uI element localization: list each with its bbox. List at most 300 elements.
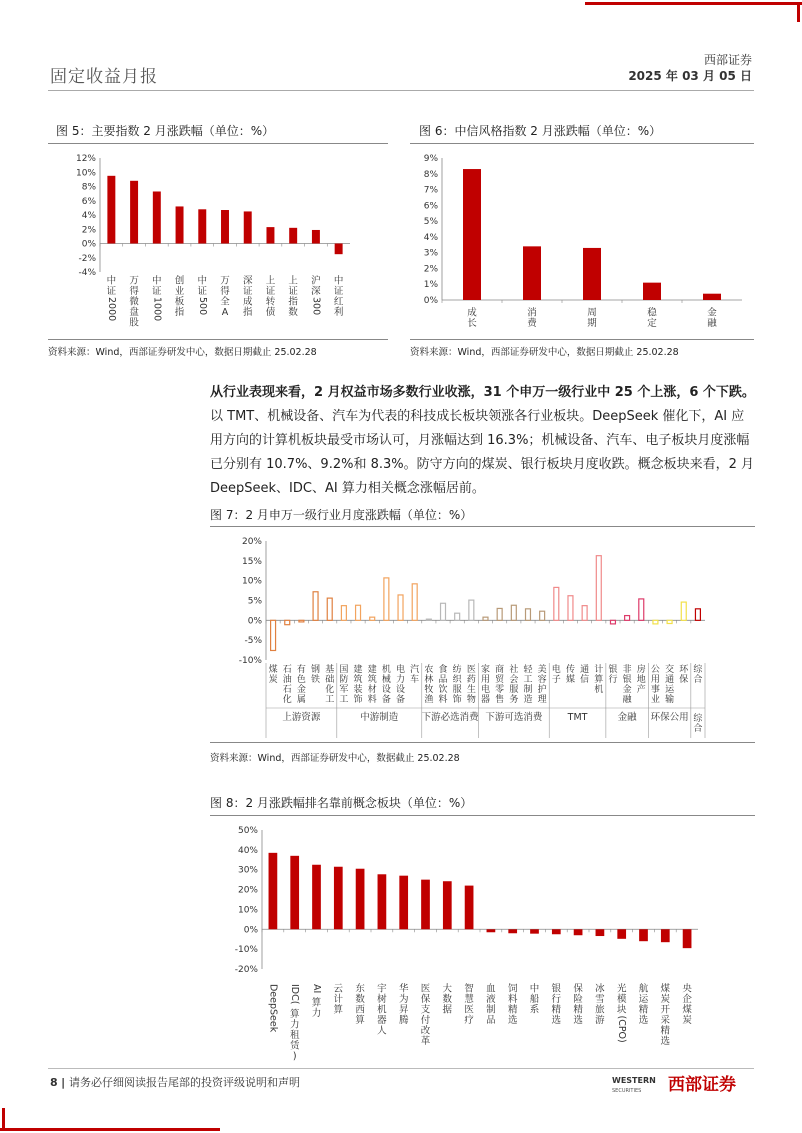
svg-text:织: 织: [452, 675, 462, 685]
svg-text:): ): [292, 1051, 297, 1063]
svg-text:运: 运: [665, 685, 675, 695]
y-tick-label: 8%: [423, 169, 438, 180]
bar-综合: [695, 609, 700, 621]
svg-text:红: 红: [333, 296, 344, 308]
x-label-上证转债: [266, 275, 276, 319]
svg-text:得: 得: [129, 286, 139, 297]
svg-text:西: 西: [355, 1004, 365, 1016]
svg-text:食: 食: [438, 665, 448, 675]
svg-text:社: 社: [509, 665, 519, 675]
svg-text:300: 300: [310, 297, 322, 316]
svg-text:周: 周: [587, 307, 597, 319]
x-label-智慧医疗: [464, 983, 474, 1027]
svg-text:金: 金: [707, 307, 717, 319]
svg-text:转: 转: [265, 296, 276, 308]
svg-text:指: 指: [174, 307, 185, 318]
svg-text:金: 金: [622, 685, 632, 695]
x-label-万得微盘股: [129, 276, 139, 329]
svg-text:林: 林: [424, 675, 434, 685]
svg-text:医: 医: [466, 665, 476, 675]
x-label-创业板指: [175, 275, 185, 319]
svg-text:传: 传: [565, 665, 575, 675]
svg-text:深: 深: [311, 286, 321, 297]
svg-text:500: 500: [196, 297, 208, 316]
svg-text:人: 人: [377, 1025, 387, 1037]
svg-text:华: 华: [398, 983, 409, 995]
footer-note: 请务必仔细阅读报告尾部的投资评级说明和声明: [69, 1076, 301, 1089]
report-date: 2025 年 03 月 05 日: [628, 69, 752, 83]
svg-text:算: 算: [333, 1004, 344, 1016]
y-tick-label: 5%: [247, 596, 262, 607]
bar-冰雪旅游: [596, 929, 605, 936]
svg-text:计: 计: [333, 994, 344, 1005]
svg-text:饲: 饲: [507, 983, 518, 995]
svg-text:容: 容: [537, 675, 547, 685]
svg-text:有: 有: [296, 665, 306, 675]
svg-text:选: 选: [638, 1015, 649, 1026]
svg-text:万: 万: [129, 275, 139, 287]
svg-text:地: 地: [636, 675, 646, 685]
svg-text:稳: 稳: [647, 307, 657, 319]
svg-text:保: 保: [573, 983, 583, 995]
x-label-大数据: [443, 983, 453, 1016]
svg-text:设: 设: [396, 685, 406, 695]
svg-text:钢: 钢: [311, 665, 321, 675]
x-label-消费: [527, 307, 537, 330]
bar-纺织服饰: [455, 613, 460, 620]
x-label-银行: [608, 663, 617, 685]
y-tick-label: 8%: [81, 182, 96, 193]
svg-text:机: 机: [594, 685, 604, 695]
fig5-source: 资料来源：Wind，西部证券研发中心，数据日期截止 25.02.28: [48, 347, 317, 358]
svg-text:DeepSeek: DeepSeek: [267, 984, 279, 1033]
y-tick-label: 6%: [423, 201, 438, 212]
svg-text:算: 算: [355, 1015, 365, 1026]
y-tick-label: 4%: [423, 232, 438, 243]
svg-text:精: 精: [638, 1004, 649, 1016]
svg-text:保: 保: [679, 675, 689, 685]
y-tick-label: 7%: [423, 185, 438, 196]
bar-DeepSeek: [269, 853, 278, 929]
x-label-冰雪旅游: [595, 983, 605, 1027]
company-name: 西部证券: [703, 53, 752, 67]
footer-disclaimer: [50, 1074, 300, 1090]
bar-血液制品: [487, 929, 496, 932]
bar-电子: [554, 587, 559, 620]
svg-text:证: 证: [242, 286, 253, 297]
svg-text:盘: 盘: [129, 307, 139, 318]
svg-text:造: 造: [523, 695, 533, 705]
svg-text:计: 计: [594, 665, 604, 675]
x-label-商贸零售: [495, 663, 505, 705]
bar-周期: [583, 248, 601, 300]
x-label-IDC(算力租赁): [289, 984, 300, 1062]
svg-text:证: 证: [197, 286, 208, 297]
svg-text:化: 化: [325, 685, 335, 695]
svg-text:化: 化: [282, 695, 292, 705]
x-label-基础化工: [325, 663, 334, 705]
svg-text:全: 全: [220, 296, 230, 308]
fig6-source: 资料来源：Wind，西部证券研发中心，数据日期截止 25.02.28: [410, 347, 679, 358]
y-tick-label: 0%: [81, 239, 96, 250]
bar-通信: [582, 606, 587, 621]
x-label-建筑材料: [368, 663, 377, 705]
x-label-纺织服饰: [453, 663, 463, 705]
svg-text:房: 房: [636, 665, 646, 675]
bar-医药生物: [469, 600, 474, 620]
x-label-稳定: [647, 307, 657, 330]
bar-交通运输: [667, 620, 672, 623]
svg-text:精: 精: [551, 1004, 562, 1016]
svg-text:指: 指: [288, 296, 298, 308]
bar-计算机: [596, 556, 601, 621]
svg-text:模: 模: [616, 994, 627, 1005]
svg-text:通: 通: [665, 675, 675, 685]
svg-text:精: 精: [573, 1004, 583, 1016]
svg-text:合: 合: [693, 675, 703, 685]
svg-text:中: 中: [333, 275, 344, 287]
svg-text:成: 成: [242, 296, 253, 308]
fig7-title: 图 7：2 月申万一级行业月度涨跌幅（单位：%）: [210, 508, 473, 522]
svg-text:采: 采: [660, 1015, 671, 1026]
bar-美容护理: [540, 611, 545, 620]
bar-建筑材料: [370, 617, 375, 620]
svg-text:证: 证: [333, 286, 344, 297]
svg-text:设: 设: [381, 685, 391, 695]
svg-text:料: 料: [438, 695, 448, 705]
bar-宇树机器人: [378, 874, 387, 929]
svg-text:轻: 轻: [523, 665, 533, 675]
x-label-房地产: [637, 663, 646, 695]
y-tick-label: 1%: [423, 280, 438, 291]
bar-中证1000: [153, 191, 161, 243]
page-number: 8: [50, 1076, 58, 1089]
svg-text:通: 通: [580, 665, 590, 675]
y-tick-label: 15%: [241, 556, 262, 567]
x-label-煤炭开采精选: [661, 983, 671, 1048]
svg-text:品: 品: [438, 675, 448, 685]
bar-万得全A: [221, 210, 229, 243]
svg-text:零: 零: [495, 685, 505, 695]
x-label-非银金融: [623, 663, 633, 705]
svg-text:精: 精: [660, 1025, 671, 1037]
x-label-中证1000: [151, 275, 162, 322]
svg-text:备: 备: [396, 695, 406, 705]
svg-text:数: 数: [288, 307, 298, 318]
x-label-社会服务: [509, 663, 518, 705]
bar-环保: [681, 602, 686, 620]
svg-text:材: 材: [367, 685, 377, 695]
y-tick-label: 10%: [241, 576, 262, 587]
group-label-金融: 金融: [617, 712, 637, 723]
svg-text:汽: 汽: [410, 665, 420, 675]
x-label-计算机: [594, 663, 603, 695]
bar-AI算力: [312, 865, 321, 930]
x-label-深证成指: [243, 276, 253, 319]
svg-text:防: 防: [339, 675, 349, 685]
x-label-中证500: [197, 275, 208, 316]
bar-汽车: [412, 584, 417, 620]
svg-text:子: 子: [551, 675, 561, 685]
svg-text:付: 付: [420, 1015, 431, 1026]
svg-text:系: 系: [529, 1004, 540, 1016]
y-tick-label: 9%: [423, 154, 438, 164]
x-label-宇树机器人: [377, 983, 387, 1037]
bar-电力设备: [398, 595, 403, 620]
fig8-chart: [210, 820, 755, 1063]
y-tick-label: 5%: [423, 217, 438, 228]
svg-text:块: 块: [616, 1004, 627, 1016]
svg-text:智: 智: [464, 983, 474, 995]
x-label-钢铁: [311, 663, 320, 685]
svg-text:股: 股: [129, 317, 139, 329]
svg-text:基: 基: [325, 665, 335, 675]
bar-农林牧渔: [426, 619, 431, 620]
svg-text:树: 树: [377, 994, 387, 1005]
svg-text:输: 输: [665, 695, 675, 705]
bar-智慧医疗: [465, 886, 474, 930]
svg-text:数: 数: [355, 994, 365, 1005]
x-label-石油石化: [283, 664, 292, 705]
y-tick-label: 2%: [81, 225, 96, 236]
svg-text:煤: 煤: [682, 1004, 692, 1016]
y-tick-label: 0%: [243, 925, 258, 936]
fig5-title: 图 5：主要指数 2 月涨跌幅（单位：%）: [56, 124, 275, 138]
x-label-保险精选: [573, 984, 583, 1027]
header-divider: [48, 90, 754, 91]
x-label-美容护理: [538, 663, 547, 705]
body-paragraph: [210, 381, 755, 501]
bar-创业板指: [176, 206, 184, 243]
fig6-chart: [410, 148, 754, 338]
report-type-title: 固定收益月报: [50, 67, 158, 87]
logo-english-sub: SECURITIES: [612, 1088, 642, 1094]
x-label-周期: [587, 308, 597, 330]
bar-央企煤炭: [683, 929, 692, 948]
svg-text:械: 械: [381, 675, 391, 685]
bar-万得微盘股: [130, 181, 138, 244]
svg-text:备: 备: [381, 695, 391, 705]
x-label-中船系: [530, 983, 540, 1016]
svg-text:保: 保: [420, 994, 431, 1005]
x-label-煤炭: [269, 663, 278, 685]
svg-text:理: 理: [537, 695, 547, 705]
x-label-云计算: [334, 984, 344, 1016]
bar-中证2000: [107, 176, 115, 244]
svg-text:饰: 饰: [452, 695, 462, 705]
bar-东数西算: [356, 869, 365, 930]
svg-text:企: 企: [682, 994, 692, 1005]
bar-食品饮料: [441, 603, 446, 620]
header-right: [628, 52, 752, 84]
svg-text:云: 云: [333, 983, 344, 995]
svg-text:上: 上: [265, 275, 276, 287]
svg-text:贸: 贸: [495, 675, 505, 685]
svg-text:炭: 炭: [682, 1015, 692, 1026]
svg-text:宇: 宇: [377, 983, 387, 995]
svg-text:选: 选: [660, 1036, 671, 1047]
svg-text:品: 品: [486, 1015, 496, 1026]
svg-text:利: 利: [333, 307, 344, 318]
svg-text:电: 电: [396, 665, 406, 675]
bar-中证500: [198, 209, 206, 243]
svg-text:牧: 牧: [424, 685, 434, 695]
svg-text:力: 力: [311, 1007, 322, 1019]
bar-传媒: [568, 596, 573, 621]
svg-text:建: 建: [367, 665, 377, 675]
svg-text:中: 中: [529, 983, 540, 995]
svg-text:疗: 疗: [464, 1015, 474, 1026]
svg-text:产: 产: [636, 685, 646, 695]
y-tick-label: 20%: [237, 885, 258, 896]
svg-text:光: 光: [616, 983, 627, 995]
bar-上证转债: [266, 227, 274, 243]
svg-text:环: 环: [679, 665, 689, 675]
bar-房地产: [639, 599, 644, 620]
svg-text:指: 指: [242, 307, 253, 318]
x-label-血液制品: [486, 984, 496, 1027]
bar-公用事业: [653, 620, 658, 624]
svg-text:筑: 筑: [353, 675, 363, 685]
y-tick-label: 0%: [247, 616, 262, 627]
x-label-成长: [467, 307, 477, 330]
svg-text:交: 交: [665, 665, 675, 675]
bar-云计算: [334, 867, 343, 930]
svg-text:银: 银: [551, 983, 562, 995]
group-label-中游制造: 中游制造: [360, 712, 399, 723]
bar-轻工制造: [526, 609, 531, 621]
svg-text:选: 选: [551, 1015, 562, 1026]
svg-text:据: 据: [442, 1004, 453, 1016]
svg-text:证: 证: [265, 286, 276, 297]
svg-text:建: 建: [353, 665, 363, 675]
svg-text:2000: 2000: [105, 297, 117, 322]
top-accent-tick: [797, 2, 800, 22]
fig5-title-rule: [48, 143, 388, 144]
svg-text:药: 药: [466, 675, 476, 685]
svg-text:础: 础: [325, 675, 335, 685]
bar-中船系: [530, 929, 539, 933]
svg-text:期: 期: [587, 318, 597, 329]
svg-text:险: 险: [573, 994, 583, 1005]
svg-text:石: 石: [282, 665, 292, 675]
svg-text:力: 力: [396, 675, 406, 685]
svg-text:农: 农: [424, 665, 434, 675]
bar-金融: [703, 294, 721, 300]
svg-text:开: 开: [660, 1004, 671, 1016]
svg-text:板: 板: [174, 296, 185, 308]
bar-IDC(算力租赁): [290, 856, 299, 929]
svg-text:料: 料: [507, 994, 518, 1005]
svg-text:液: 液: [486, 994, 496, 1005]
x-label-东数西算: [355, 983, 365, 1027]
svg-text:油: 油: [282, 675, 292, 685]
svg-text:金: 金: [296, 685, 306, 695]
x-label-环保: [679, 664, 689, 685]
svg-text:饰: 饰: [353, 695, 363, 705]
footer-divider: [48, 1068, 754, 1069]
svg-text:服: 服: [452, 685, 462, 695]
svg-text:售: 售: [495, 695, 505, 705]
bar-基础化工: [327, 598, 332, 620]
x-label-交通运输: [665, 663, 675, 705]
svg-text:物: 物: [466, 695, 476, 705]
svg-text:(CPO): (CPO): [616, 1015, 628, 1043]
svg-text:旅: 旅: [595, 1004, 605, 1016]
svg-text:综: 综: [693, 665, 703, 675]
svg-text:央: 央: [682, 983, 692, 995]
fig5-chart: [48, 148, 388, 338]
svg-text:装: 装: [353, 685, 363, 695]
svg-text:大: 大: [442, 983, 453, 995]
svg-text:军: 军: [339, 685, 349, 695]
paragraph-text: 以 TMT、机械设备、汽车为代表的科技成长板块领涨各行业板块。DeepSeek 催化下，AI 应用方向的计算机板块最受市场认可，月涨幅达到 16.3%；机械设备、汽车、电子板块月度涨幅已分别有 10.7%、9.2%和 8.3%。防守方向的煤炭、银行板块月度收跌。概念板块来看，2 月 DeepSeek、IDC、AI 算力相关概念涨幅居前。: [210, 409, 755, 496]
bar-华为昇腾: [399, 876, 408, 930]
y-tick-label: -4%: [78, 268, 96, 278]
svg-text:电: 电: [551, 665, 561, 675]
svg-text:非: 非: [622, 665, 632, 675]
logo-english: WESTERN: [612, 1076, 656, 1085]
x-label-沪深300: [310, 275, 321, 316]
svg-text:生: 生: [466, 685, 476, 695]
fig7-title-rule: [210, 526, 755, 527]
x-label-万得全A: [220, 276, 230, 319]
bar-机械设备: [384, 578, 389, 620]
bar-大数据: [443, 881, 452, 929]
x-label-汽车: [410, 663, 419, 685]
y-tick-label: -10%: [234, 945, 258, 956]
group-label-上游资源: 上游资源: [282, 712, 321, 723]
x-label-航运精选: [639, 983, 649, 1027]
svg-text:煤: 煤: [660, 983, 671, 995]
svg-text:筑: 筑: [367, 675, 377, 685]
group-label-下游必选消费: 下游必选消费: [421, 712, 479, 723]
svg-text:公: 公: [650, 665, 660, 675]
svg-text:选: 选: [573, 1015, 583, 1026]
x-label-公用事业: [651, 664, 660, 705]
svg-text:用: 用: [480, 675, 491, 685]
group-label-环保公用: 环保公用: [650, 712, 689, 723]
svg-text:选: 选: [507, 1015, 518, 1026]
company-logo: 西部证券: [668, 1075, 736, 1095]
y-tick-label: 6%: [81, 196, 96, 207]
svg-text:工: 工: [523, 675, 533, 685]
x-label-AI算力: [311, 984, 322, 1019]
x-label-通信: [580, 664, 589, 685]
svg-text:信: 信: [580, 675, 590, 685]
bar-医保支付改革: [421, 880, 430, 930]
fig7-source: 资料来源：Wind，西部证券研发中心，数据截止 25.02.28: [210, 753, 460, 764]
svg-text:行: 行: [551, 994, 562, 1005]
svg-text:会: 会: [509, 675, 519, 685]
x-label-电力设备: [396, 663, 405, 705]
x-label-饲料精选: [508, 983, 518, 1027]
bottom-accent-tick: [2, 1108, 5, 1130]
svg-text:IDC(: IDC(: [289, 984, 301, 1005]
y-tick-label: -5%: [244, 636, 262, 647]
svg-text:护: 护: [537, 685, 547, 695]
x-label-家用电器: [481, 663, 490, 705]
y-tick-label: -20%: [234, 965, 258, 975]
svg-text:银: 银: [622, 675, 632, 685]
svg-text:算: 算: [594, 675, 604, 685]
x-label-DeepSeek: [267, 984, 278, 1033]
bar-社会服务: [511, 605, 516, 620]
svg-text:数: 数: [442, 994, 453, 1005]
svg-text:铁: 铁: [311, 675, 321, 685]
svg-text:沪: 沪: [311, 275, 321, 287]
svg-text:得: 得: [220, 286, 230, 297]
